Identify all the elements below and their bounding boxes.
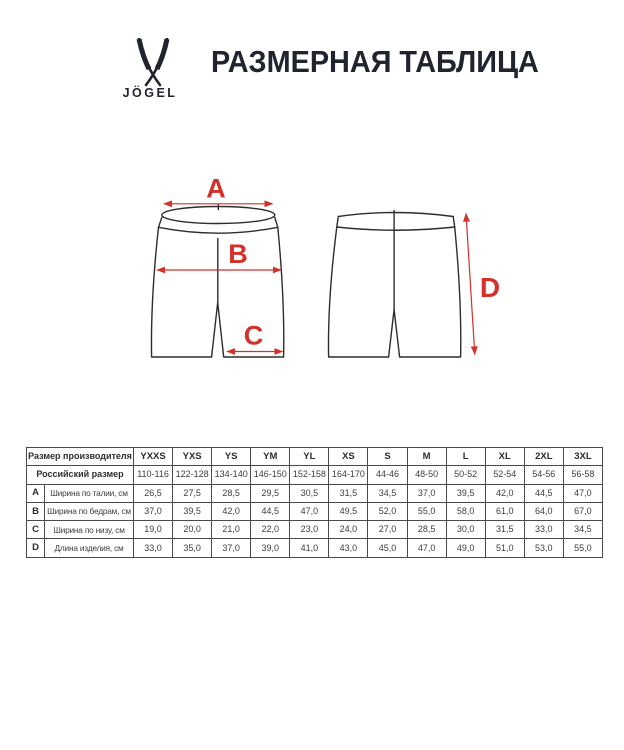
measure-value: 37,0 — [212, 539, 251, 557]
measure-label-a: A — [206, 173, 226, 204]
measure-value: 49,0 — [446, 539, 485, 557]
russian-size-row — [27, 466, 603, 484]
measure-name: Ширина по талии, см — [45, 484, 134, 502]
measure-value: 39,5 — [173, 502, 212, 520]
back-shorts-diagram — [328, 211, 460, 358]
measure-value: 33,0 — [524, 521, 563, 539]
measure-value: 28,5 — [212, 484, 251, 502]
measure-value: 22,0 — [251, 521, 290, 539]
measure-value: 37,0 — [134, 502, 173, 520]
measure-row-d — [27, 539, 603, 557]
russian-size-value: 110-116 — [134, 466, 173, 484]
measure-value: 53,0 — [524, 539, 563, 557]
measure-letter: C — [27, 521, 45, 539]
page-title: РАЗМЕРНАЯ ТАБЛИЦА — [211, 44, 539, 79]
front-waistband-left — [159, 218, 162, 228]
size-column-header: 2XL — [524, 448, 563, 466]
russian-size-value: 134-140 — [212, 466, 251, 484]
manufacturer-size-row — [27, 448, 603, 466]
size-column-header: YM — [251, 448, 290, 466]
measure-value: 31,5 — [329, 484, 368, 502]
brand-wordmark: JÖGEL — [122, 86, 178, 100]
size-column-header: XL — [485, 448, 524, 466]
size-column-header: YXS — [173, 448, 212, 466]
measure-row-b — [27, 502, 603, 520]
size-column-header: YL — [290, 448, 329, 466]
size-column-header: 3XL — [563, 448, 602, 466]
size-column-header: XS — [329, 448, 368, 466]
measure-value: 27,5 — [173, 484, 212, 502]
size-table — [26, 447, 603, 558]
measure-value: 24,0 — [329, 521, 368, 539]
measure-row-c — [27, 521, 603, 539]
measure-value: 58,0 — [446, 502, 485, 520]
measure-letter: B — [27, 502, 45, 520]
measure-letter: A — [27, 484, 45, 502]
measure-value: 47,0 — [563, 484, 602, 502]
measure-value: 29,5 — [251, 484, 290, 502]
measure-value: 30,5 — [290, 484, 329, 502]
russian-size-value: 54-56 — [524, 466, 563, 484]
russian-size-value: 50-52 — [446, 466, 485, 484]
size-column-header: YXXS — [134, 448, 173, 466]
size-column-header: L — [446, 448, 485, 466]
measure-value: 55,0 — [407, 502, 446, 520]
measure-value: 47,0 — [407, 539, 446, 557]
measure-value: 33,0 — [134, 539, 173, 557]
russian-size-label: Российский размер — [27, 466, 134, 484]
measure-value: 39,0 — [251, 539, 290, 557]
measure-name: Длина изделия, см — [45, 539, 134, 557]
measure-value: 44,5 — [524, 484, 563, 502]
russian-size-value: 146-150 — [251, 466, 290, 484]
measure-value: 41,0 — [290, 539, 329, 557]
measure-value: 45,0 — [368, 539, 407, 557]
measure-arrow-d — [466, 214, 475, 355]
back-waistband-right — [453, 217, 455, 228]
measure-value: 19,0 — [134, 521, 173, 539]
russian-size-value: 164-170 — [329, 466, 368, 484]
back-waistband-left — [337, 217, 339, 228]
measure-value: 55,0 — [563, 539, 602, 557]
back-waistband-bottom — [337, 227, 455, 230]
measure-name: Ширина по бедрам, см — [45, 502, 134, 520]
size-column-header: YS — [212, 448, 251, 466]
measure-value: 42,0 — [485, 484, 524, 502]
front-waistband-bottom — [159, 227, 278, 233]
manufacturer-size-label: Размер производителя — [27, 448, 134, 466]
measure-value: 34,5 — [368, 484, 407, 502]
measure-value: 34,5 — [563, 521, 602, 539]
measure-value: 28,5 — [407, 521, 446, 539]
measure-value: 23,0 — [290, 521, 329, 539]
measure-value: 43,0 — [329, 539, 368, 557]
russian-size-value: 56-58 — [563, 466, 602, 484]
measure-letter: D — [27, 539, 45, 557]
measure-value: 35,0 — [173, 539, 212, 557]
measure-value: 61,0 — [485, 502, 524, 520]
measure-value: 27,0 — [368, 521, 407, 539]
russian-size-value: 152-158 — [290, 466, 329, 484]
size-column-header: S — [368, 448, 407, 466]
measure-value: 31,5 — [485, 521, 524, 539]
measure-value: 37,0 — [407, 484, 446, 502]
measure-value: 47,0 — [290, 502, 329, 520]
measure-label-b: B — [228, 239, 248, 269]
russian-size-value: 122-128 — [173, 466, 212, 484]
measure-value: 39,5 — [446, 484, 485, 502]
measure-value: 49,5 — [329, 502, 368, 520]
front-waistband-right — [275, 218, 278, 228]
russian-size-value: 48-50 — [407, 466, 446, 484]
size-column-header: M — [407, 448, 446, 466]
measure-label-d: D — [479, 272, 501, 303]
measure-value: 64,0 — [524, 502, 563, 520]
measure-name: Ширина по низу, см — [45, 521, 134, 539]
front-shorts-diagram — [151, 205, 283, 357]
measure-value: 30,0 — [446, 521, 485, 539]
russian-size-value: 44-46 — [368, 466, 407, 484]
measure-value: 20,0 — [173, 521, 212, 539]
measure-value: 67,0 — [563, 502, 602, 520]
back-waist-top — [338, 213, 453, 217]
measure-value: 44,5 — [251, 502, 290, 520]
measure-row-a — [27, 484, 603, 502]
measure-value: 26,5 — [134, 484, 173, 502]
measure-value: 21,0 — [212, 521, 251, 539]
russian-size-value: 52-54 — [485, 466, 524, 484]
measure-value: 42,0 — [212, 502, 251, 520]
measure-value: 52,0 — [368, 502, 407, 520]
measure-value: 51,0 — [485, 539, 524, 557]
measure-label-c: C — [243, 320, 264, 351]
